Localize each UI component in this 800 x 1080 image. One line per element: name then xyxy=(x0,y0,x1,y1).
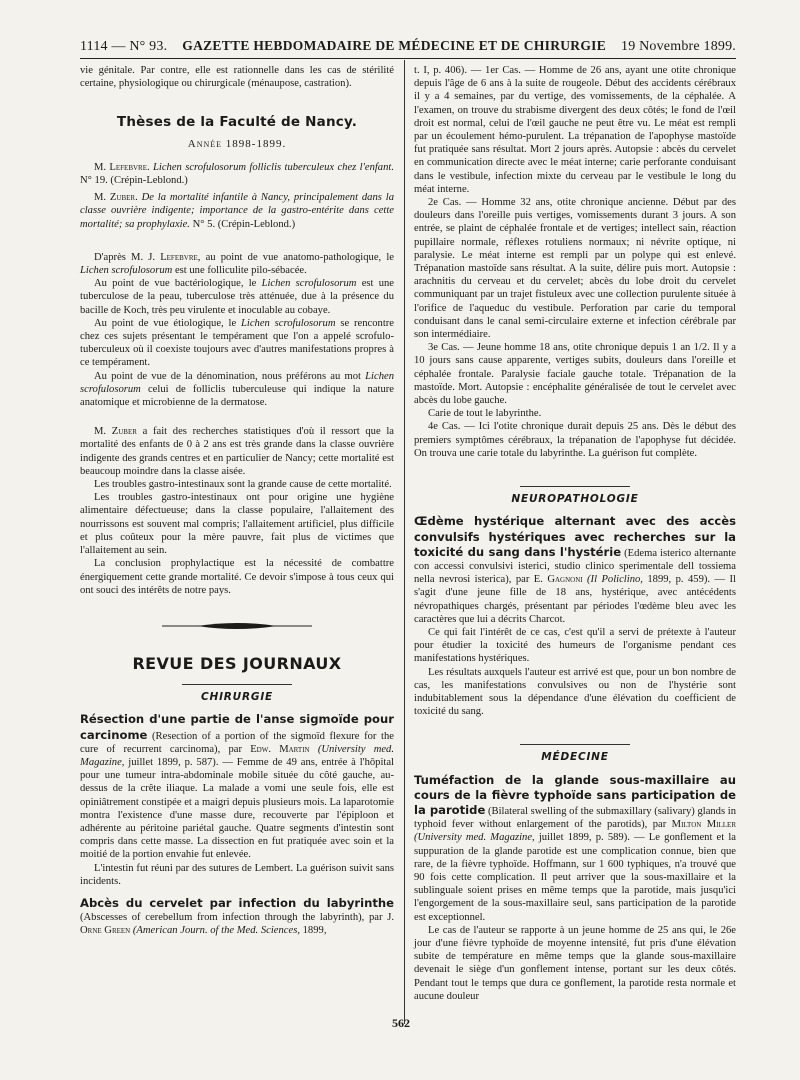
header-title: GAZETTE HEBDOMADAIRE DE MÉDECINE ET DE CHIRURGIE xyxy=(182,38,606,53)
thesis-author: M. Zuber. xyxy=(94,192,138,204)
page-number: 562 xyxy=(392,1016,410,1030)
article-resection: Résection d'une partie de l'anse sigmoïde pour carcinome (Resection of a portion of the sigmoïd flexure for the cure of recurrent carcinoma), par Edw. Martin (University med. Magazine, juillet 1899, p. 587). — Femme de 49 ans, entrée à l'hôpital pour une tumeur intra-abdominale mobile située du côté gauche, au-dessus de la crête iliaque. La malade a vomi une seule fois, elle est opiniâtrement constipée et a maigri depuis plusieurs mois. La laparotomie montra l'existence d'une masse dure, recouverte par l'épiploon et adhérente au péritoine pariétal gauche. Quatre segments d'intestin sont compris dans cette masse. La dissection en fut pratiquée avec soin et la moitié de la portion envahie fut enlevée. xyxy=(80,712,394,861)
article-title: Œdème hystérique alternant avec des accès convulsifs hystériques avec recherches sur la toxicité du sang dans l'hystérie xyxy=(414,514,736,559)
thesis-entry xyxy=(80,161,394,187)
section-rule xyxy=(520,744,630,745)
annee-line: Année 1898-1899. xyxy=(187,137,287,150)
column-divider xyxy=(404,60,405,1024)
body-paragraph: D'après M. J. Lefebvre, au point de vue anatomo-pathologique, le Lichen scrofulosorum est une folliculite pilo-sébacée. xyxy=(80,251,394,277)
body-paragraph: Au point de vue bactériologique, le Lichen scrofulosorum est une tuberculose de la peau, tuberculose très atténuée, due à la présence du bacille de Koch, très peu virulente et inoculable au cobaye. xyxy=(80,278,394,316)
body-paragraph: La conclusion prophylactique est la nécessité de combattre énergiquement cette grande mortalité. Ce devoir s'impose à tous ceux qui ont souci des intérêts de notre pays. xyxy=(80,558,394,596)
thesis-ref: N° 19. (Crépin-Leblond.) xyxy=(80,175,188,187)
article-title: Tuméfaction de la glande sous-maxillaire au cours de la fièvre typhoïde sans participation de la parotide xyxy=(414,772,736,817)
body-paragraph: Les troubles gastro-intestinaux sont la grande cause de cette mortalité. xyxy=(94,479,392,491)
section-rule xyxy=(182,684,292,685)
running-header xyxy=(80,38,736,55)
ornament-icon xyxy=(162,621,312,631)
body-paragraph: Le cas de l'auteur se rapporte à un jeune homme de 25 ans qui, le 26e jour d'une fièvre typhoïde de moyenne intensité, fut pris d'une élévation subite de température en même temps que la glande sous-maxillaire devenait le siège d'un gonflement intense, portant sur les deux côtés. Pendant tout le temps que dura ce gonflement, la parotide resta normale et aucune douleur xyxy=(414,924,736,1002)
body-paragraph: 4e Cas. — Ici l'otite chronique durait depuis 25 ans. Dès le début des premiers symptômes cérébraux, la trépanation de l'apophyse fut décidée. On trouva une carie totale du labyrinthe. La guérison fut complète. xyxy=(414,421,736,459)
article-abces: Abcès du cervelet par infection du labyrinthe (Abscesses of cerebellum from infection through the labyrinth), par J. Orne Green (American Journ. of the Med. Sciences, 1899, xyxy=(80,895,394,937)
thesis-ref: N° 5. (Crépin-Leblond.) xyxy=(192,218,296,230)
article-title: Abcès du cervelet par infection du labyrinthe xyxy=(80,895,394,910)
body-paragraph: L'intestin fut réuni par des sutures de Lembert. La guérison suivit sans incidents. xyxy=(80,862,394,887)
intro-paragraph: vie génitale. Par contre, elle est rationnelle dans les cas de stérilité certaine, physiologique ou chirurgicale (ménaupose, castration). xyxy=(80,65,394,90)
thesis-title: Lichen scrofulosorum folliclis tuberculeux chez l'enfant. xyxy=(153,161,394,173)
thesis-entry xyxy=(80,191,394,231)
body-paragraph: t. I, p. 406). — 1er Cas. — Homme de 26 ans, ayant une otite chronique depuis l'âge de 6 ans à la suite de rougeole. Début des accidents cérébraux il y a 4 semaines, par du vertige, des vomissements, de la céphalée. A l'examen, on trouve du strabisme divergent des deux côtés; le fond de l'œil droit est normal, celui de l'œil gauche ne peut être vu. Le méat est rempli par un écoulement hémo-purulent. La trépanation de l'apophyse mastoïde fut pratiquée sans résultat. Mort 2 jours après. Autopsie : abcès du cervelet en communication directe avec le méat interne; carie perforante conduisant dans le vestibule, infection mixte du cerveau par le vestibule le long du méat interne. xyxy=(414,65,736,195)
article-oedeme: Œdème hystérique alternant avec des accès convulsifs hystériques avec recherches sur la toxicité du sang dans l'hystérie (Edema isterico alternante con accessi convulsivi isterici, studio clinico sperimentale dell tossiema nella nevrosi isterica), par E. Gagnoni (Il Policlino, 1899, p. 459). — Il s'agit d'une jeune fille de 18 ans, hystérique, avec antécédents névropathiques chargés, présentant par périodes l'œdème bleu avec les caractères que lui a décrits Charcot. xyxy=(414,514,736,625)
section-label-medecine: MÉDECINE xyxy=(541,751,609,764)
right-column xyxy=(414,64,736,1003)
header-issue: 1114 — N° 93. xyxy=(80,39,168,54)
faculty-heading: Thèses de la Faculté de Nancy. xyxy=(116,114,358,131)
section-label-chirurgie: CHIRURGIE xyxy=(201,691,273,704)
left-column xyxy=(80,64,394,938)
body-paragraph: Les résultats auxquels l'auteur est arrivé est que, pour un bon nombre de cas, les manifestations convulsives ou non de l'hystérie sont indubitablement sous la dépendance d'une élévation du coefficient de toxicité du sang. xyxy=(414,666,736,718)
section-rule xyxy=(520,486,630,487)
thesis-title: De la mortalité infantile à Nancy, principalement dans la classe ouvrière indigente; importance de la gastro-entérite dans cette mortalité; sa prophylaxie. xyxy=(80,192,394,230)
revue-heading: REVUE DES JOURNAUX xyxy=(132,653,342,673)
body-paragraph: 3e Cas. — Jeune homme 18 ans, otite chronique depuis 1 an 1/2. Il y a 10 jours sans cause apparente, vertiges subits, douleurs dans l'oreille et céphalée frontale. Paralysie faciale gauche totale. Trépanation de la mastoïde. Mort. Autopsie : encéphalite généralisée de tout le cervelet avec abcès du lobe gauche. xyxy=(414,342,736,407)
body-paragraph: Carie de tout le labyrinthe. xyxy=(428,408,542,420)
section-label-neuropathologie: NEUROPATHOLOGIE xyxy=(511,493,639,506)
body-paragraph: 2e Cas. — Homme 32 ans, otite chronique ancienne. Début par des douleurs dans l'oreille puis vertiges, vomissements durant 3 jours. A son entrée, se plaint de céphalée frontale et de vertiges; intellect sain, réaction pupillaire normale, réflexes rotuliens normaux; ni névrite optique, ni paralysie. Le méat interne est rempli par un polype qui est enlevé. Trépanation mastoïde sans résultat. A la suite, délire puis mort. Autopsie : arachnitis du cerveau et du cervelet; abcès du lobe droit du cervelet communiquant par un trajet fistuleux avec une collection purulente située à l'orifice de l'aqueduc du vestibule. Perforation par carie du temporal conduisant dans le canal semi-circulaire externe et infection cérébrale par son intermédiaire. xyxy=(414,197,736,341)
header-rule xyxy=(80,58,736,59)
ornament-divider xyxy=(80,621,394,631)
body-paragraph: Au point de vue étiologique, le Lichen scrofulosorum se rencontre chez ces sujets présentant le tempérament que l'on a appelé scrofulo-tuberculeux où il coexiste toujours avec d'autres manifestations propres à ce tempérament. xyxy=(80,317,394,369)
article-title: Résection d'une partie de l'anse sigmoïde pour carcinome xyxy=(80,712,394,742)
body-paragraph: Ce qui fait l'intérêt de ce cas, c'est qu'il a servi de prétexte à l'auteur pour étudier la toxicité des humeurs de l'organisme pendant ces manifestations hystériques. xyxy=(414,626,736,665)
thesis-author: M. Lefebvre. xyxy=(94,161,150,173)
header-date: 19 Novembre 1899. xyxy=(621,39,736,54)
article-tumefaction: Tuméfaction de la glande sous-maxillaire au cours de la fièvre typhoïde sans participation de la parotide (Bilateral swelling of the submaxillary (salivary) glands in typhoid fever without enlargement of the parotids), par Milton Miller (University med. Magazine, juillet 1899, p. 589). — Le gonflement et la suppuration de la glande parotide est une complication connue, bien que rare, de la fièvre typhoïde. Hoffmann, sur 1 600 typhiques, n'a trouvé que 90 fois cette complication. Il peut arriver que la sous-maxillaire et la sublinguale soient prises en même temps que la parotide, mais jusqu'ici l'engorgement de la sous-maxillaire seul, sans participation de la parotide est exceptionnel. xyxy=(414,772,736,923)
body-paragraph: Les troubles gastro-intestinaux ont pour origine une hygiène alimentaire défectueuse; dans la classe populaire, l'allaitement des nourrissons est souvent mal compris; l'allaitement artificiel, plus difficile et plus coûteux pour la mère pauvre, fait plus de victimes que l'allaitement au sein. xyxy=(80,492,394,557)
body-paragraph: M. Zuber a fait des recherches statistiques d'où il ressort que la mortalité des enfants de 0 à 2 ans est très grande dans la classe ouvrière indigente des grands centres et en particulier de Nancy; cette mortalité est beaucoup moindre dans la classe aisée. xyxy=(80,426,394,477)
body-paragraph: Au point de vue de la dénomination, nous préférons au mot Lichen scrofulosorum celui de folliclis tuberculeuse qui indique la nature anatomique et microbienne de la dermatose. xyxy=(80,370,394,409)
